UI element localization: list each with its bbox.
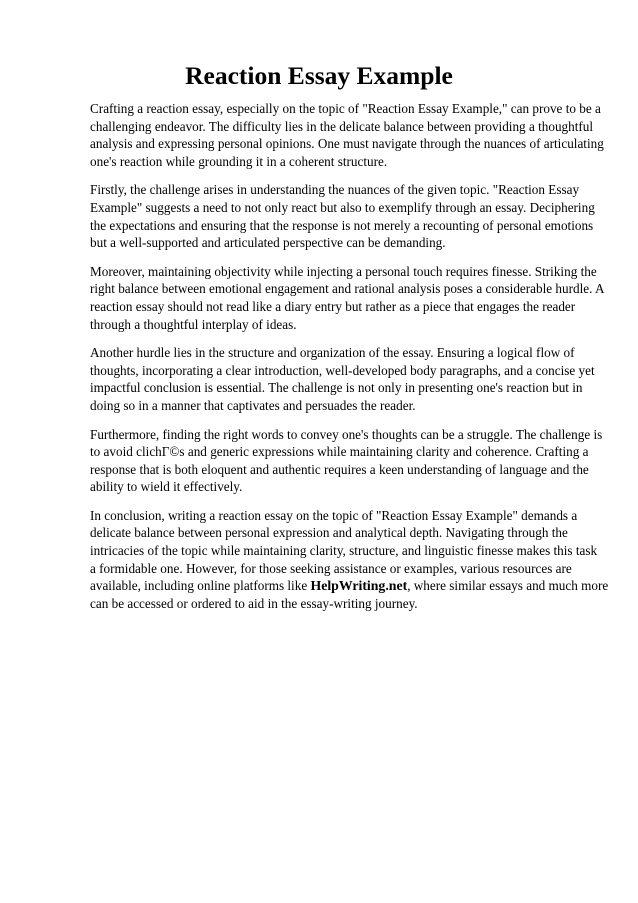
paragraph-line: doing so in a manner that captivates and persuades the reader. [90, 397, 416, 413]
paragraph-line: Example" suggests a need to not only react but also to exemplify through an essay. Deciphering [90, 199, 595, 215]
paragraph-line: impactful conclusion is essential. The challenge is not only in presenting one's reaction but in [90, 380, 583, 396]
paragraph-line: Another hurdle lies in the structure and organization of the essay. Ensuring a logical flow of [90, 345, 575, 361]
paragraph-2 [90, 181, 600, 251]
paragraph-line: ability to wield it effectively. [90, 479, 243, 495]
paragraph-line: to avoid clichГ©s and generic expressions while maintaining clarity and coherence. Crafting a [90, 444, 589, 460]
paragraph-line: but a well-supported and articulated perspective can be demanding. [90, 235, 446, 251]
paragraph-line: analysis and expressing personal opinions. One must navigate through the nuances of articulating [90, 136, 604, 152]
paragraph-4 [90, 344, 600, 414]
link-line-after: , where similar essays and much more [407, 578, 609, 594]
paragraph-line: thoughts, incorporating a clear introduction, well-developed body paragraphs, and a concise yet [90, 362, 595, 378]
paragraph-line: right balance between emotional engagement and rational analysis poses a considerable hurdle. A [90, 281, 605, 297]
paragraph-line-with-link [90, 577, 609, 595]
paragraph-line: challenging endeavor. The difficulty lies in the delicate balance between providing a thoughtful [90, 118, 594, 134]
paragraph-line: Crafting a reaction essay, especially on the topic of "Reaction Essay Example," can prove to be a [90, 101, 601, 116]
paragraph-line: one's reaction while grounding it in a coherent structure. [90, 153, 388, 169]
paragraph-line: the expectations and ensuring that the response is not merely a recounting of personal emotions [90, 217, 594, 233]
helpwriting-link[interactable]: HelpWriting.net [310, 578, 408, 594]
paragraph-line: can be accessed or ordered to aid in the essay-writing journey. [90, 595, 418, 611]
link-line-before: available, including online platforms like [90, 578, 311, 594]
paragraph-line: Moreover, maintaining objectivity while injecting a personal touch requires finesse. Striking the [90, 263, 597, 279]
paragraph-1 [90, 100, 604, 170]
paragraph-line: intricacies of the topic while maintaining clarity, structure, and linguistic finesse makes this task [90, 543, 598, 559]
paragraph-line: delicate balance between personal expression and analytical depth. Navigating through the [90, 525, 568, 541]
paragraph-line: through a thoughtful interplay of ideas. [90, 316, 297, 332]
document-body [90, 100, 609, 623]
paragraph-line: a formidable one. However, for those seeking assistance or examples, various resources are [90, 560, 572, 576]
paragraph-line: Firstly, the challenge arises in understanding the nuances of the given topic. "Reaction Essay [90, 182, 580, 198]
paragraph-line: reaction essay should not read like a diary entry but rather as a piece that engages the reader [90, 298, 576, 314]
paragraph-6 [90, 507, 609, 613]
paragraph-line: Furthermore, finding the right words to convey one's thoughts can be a struggle. The challenge is [90, 426, 603, 442]
document-title: Reaction Essay Example [185, 61, 453, 90]
paragraph-5 [90, 426, 603, 496]
paragraph-line: response that is both eloquent and authentic requires a keen understanding of language and the [90, 461, 589, 477]
paragraph-line: In conclusion, writing a reaction essay on the topic of "Reaction Essay Example" demands a [90, 507, 578, 523]
paragraph-3 [90, 263, 605, 333]
